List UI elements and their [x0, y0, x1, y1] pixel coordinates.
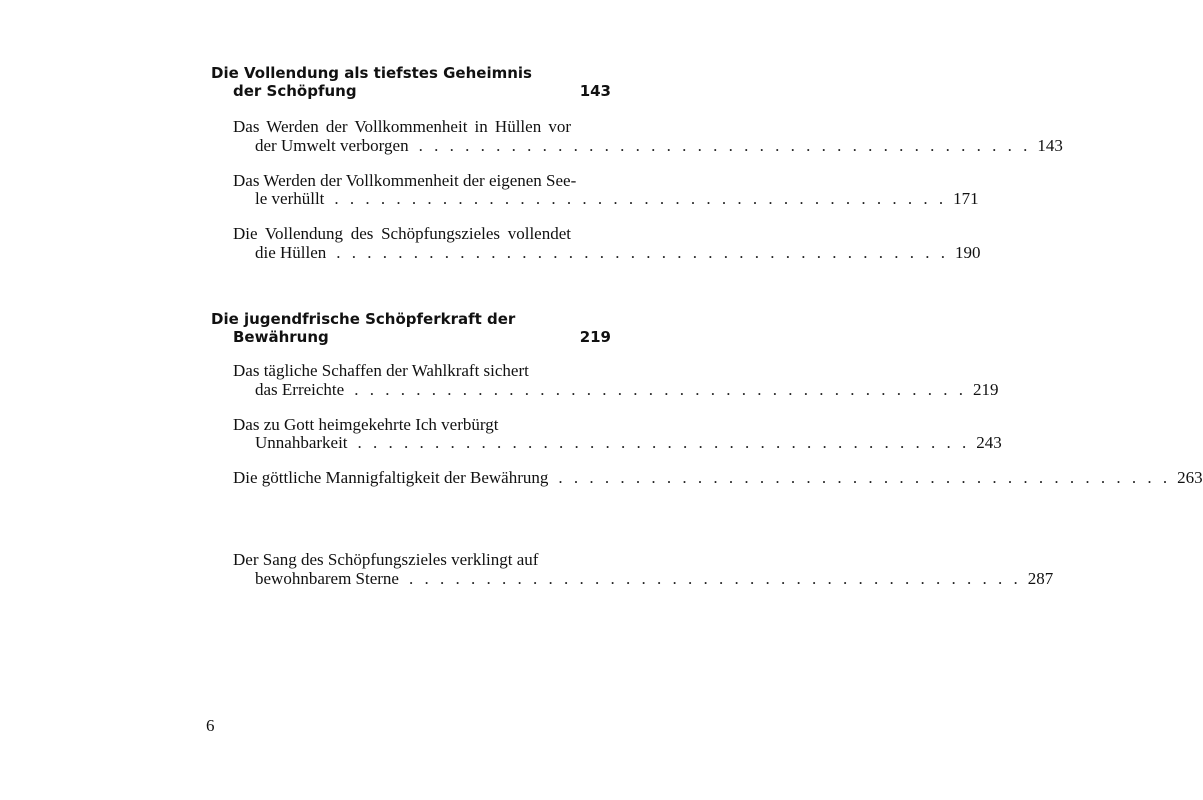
toc-entry-3-line-2: die Hüllen [255, 243, 327, 262]
toc-entry-6-line-1: Die göttliche Mannigfaltigkeit der Bewährung [233, 468, 549, 487]
dot-leader: . . . . . . . . . . . . . . . . . . . . . . . . . . . . . . . . . . . . . . . . [336, 243, 949, 262]
toc-entry-2-line-1: Das Werden der Vollkommenheit der eigenen See- [233, 171, 577, 190]
dot-leader: . . . . . . . . . . . . . . . . . . . . . . . . . . . . . . . . . . . . . . . . [408, 569, 1022, 588]
section-2-page: 219 [579, 328, 611, 346]
section-2-title-line-1: Die jugendfrische Schöpferkraft der [211, 310, 516, 328]
toc-entry-2-line-2-row [255, 189, 979, 209]
toc-entry-7-page: 287 [1027, 569, 1054, 588]
toc-entry-7-line-2: bewohnbarem Sterne [255, 569, 399, 588]
toc-entry-2-page: 171 [953, 189, 979, 208]
toc-entry-3-line-2-row [255, 243, 981, 263]
toc-entry-5-line-2: Unnahbarkeit [255, 433, 348, 452]
toc-entry-4-page: 219 [972, 380, 999, 399]
toc-entry-1-line-2: der Umwelt verborgen [255, 136, 409, 155]
section-1-title-line-1: Die Vollendung als tiefstes Geheimnis [211, 64, 532, 82]
toc-entry-2-line-2: le verhüllt [255, 189, 325, 208]
toc-entry-4-line-2: das Erreichte [255, 380, 345, 399]
section-2-title-line-2: Bewährung [233, 328, 329, 346]
dot-leader: . . . . . . . . . . . . . . . . . . . . . . . . . . . . . . . . . . . . . . . . [357, 433, 970, 452]
toc-entry-5-page: 243 [976, 433, 1002, 452]
dot-leader: . . . . . . . . . . . . . . . . . . . . . . . . . . . . . . . . . . . . . . . . [354, 380, 967, 399]
toc-entry-1-page: 143 [1037, 136, 1063, 155]
section-2-title-line-2-row [233, 328, 611, 346]
page-number: 6 [206, 716, 215, 735]
toc-entry-7-line-1: Der Sang des Schöpfungszieles verklingt auf [233, 550, 539, 569]
toc-entry-6-page: 263 [1177, 468, 1203, 487]
dot-leader: . . . . . . . . . . . . . . . . . . . . . . . . . . . . . . . . . . . . . . . . [558, 468, 1171, 487]
section-1-title-line-2-row [233, 82, 611, 100]
toc-entry-3-page: 190 [955, 243, 981, 262]
dot-leader: . . . . . . . . . . . . . . . . . . . . . . . . . . . . . . . . . . . . . . . . [334, 189, 947, 208]
toc-entry-5-line-2-row [255, 433, 1002, 453]
section-1-title-line-2: der Schöpfung [233, 82, 357, 100]
section-1-page: 143 [579, 82, 611, 100]
toc-entry-7-line-2-row [255, 569, 1054, 589]
toc-entry-4-line-1: Das tägliche Schaffen der Wahlkraft sichert [233, 361, 529, 380]
toc-entry-5-line-1: Das zu Gott heimgekehrte Ich verbürgt [233, 415, 499, 434]
toc-entry-3-line-1: Die Vollendung des Schöpfungszieles vollendet [233, 224, 571, 243]
dot-leader: . . . . . . . . . . . . . . . . . . . . . . . . . . . . . . . . . . . . . . . . [418, 136, 1031, 155]
toc-entry-1-line-2-row [255, 136, 1063, 156]
toc-entry-4-line-2-row [255, 380, 999, 400]
toc-entry-6-row [233, 468, 1203, 488]
toc-entry-1-line-1: Das Werden der Vollkommenheit in Hüllen vor [233, 117, 571, 136]
